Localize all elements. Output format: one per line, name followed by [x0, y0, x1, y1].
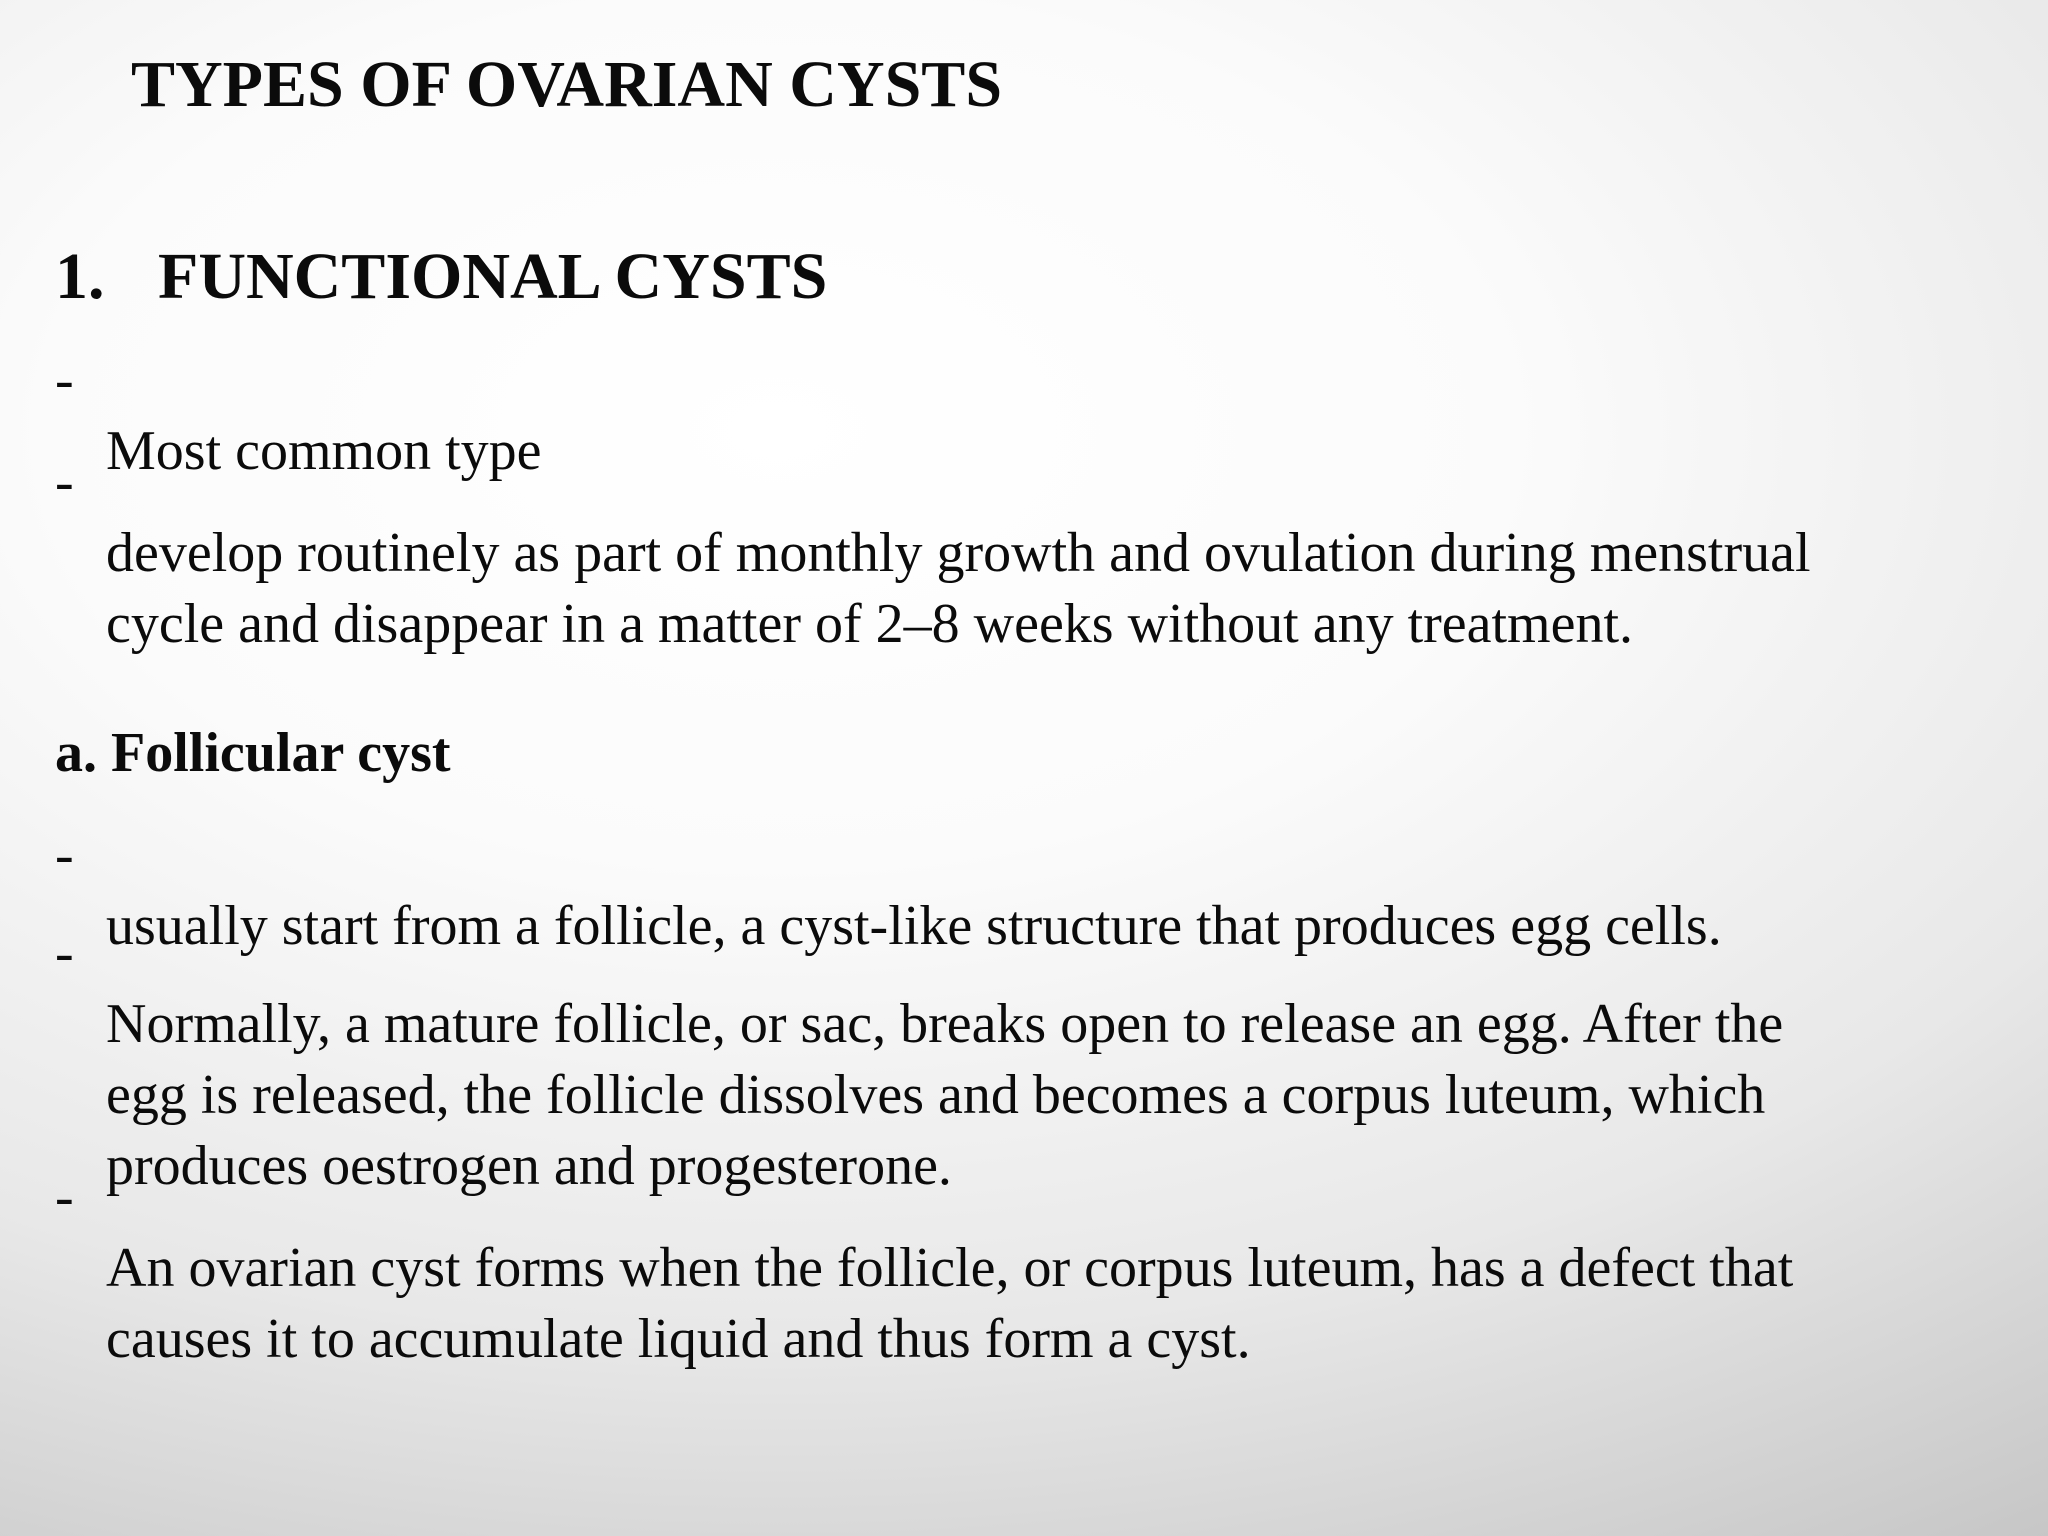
bullet-text: Most common type [106, 420, 542, 482]
bullet-text: usually start from a follicle, a cyst-like structure that produces egg cells. [106, 895, 1722, 957]
bullet-text: develop routinely as part of monthly growth and ovulation during menstrual cycle and disappear in a matter of 2–8 weeks without any treatment. [106, 522, 1811, 655]
section-number: 1. [55, 240, 105, 313]
bullet-item [55, 447, 1975, 660]
bullet-item [55, 1162, 1975, 1375]
slide-title: TYPES OF OVARIAN CYSTS [131, 48, 1003, 121]
bullet-text: An ovarian cyst forms when the follicle, or corpus luteum, has a defect that causes it to accumulate liquid and thus form a cyst. [106, 1237, 1794, 1370]
bullet-marker: - [55, 922, 74, 984]
bullet-item [55, 918, 1975, 1202]
bullet-marker: - [55, 349, 74, 411]
bullet-marker: - [55, 824, 74, 886]
bullet-marker: - [55, 1166, 74, 1228]
subsection-heading: a. Follicular cyst [55, 722, 451, 784]
bullet-marker: - [55, 451, 74, 513]
section-heading-text: FUNCTIONAL CYSTS [158, 240, 828, 313]
section-heading [55, 240, 827, 314]
bullet-text: Normally, a mature follicle, or sac, breaks open to release an egg. After the egg is released, the follicle dissolves and becomes a corpus luteum, which produces oestrogen and progesterone. [106, 993, 1784, 1197]
